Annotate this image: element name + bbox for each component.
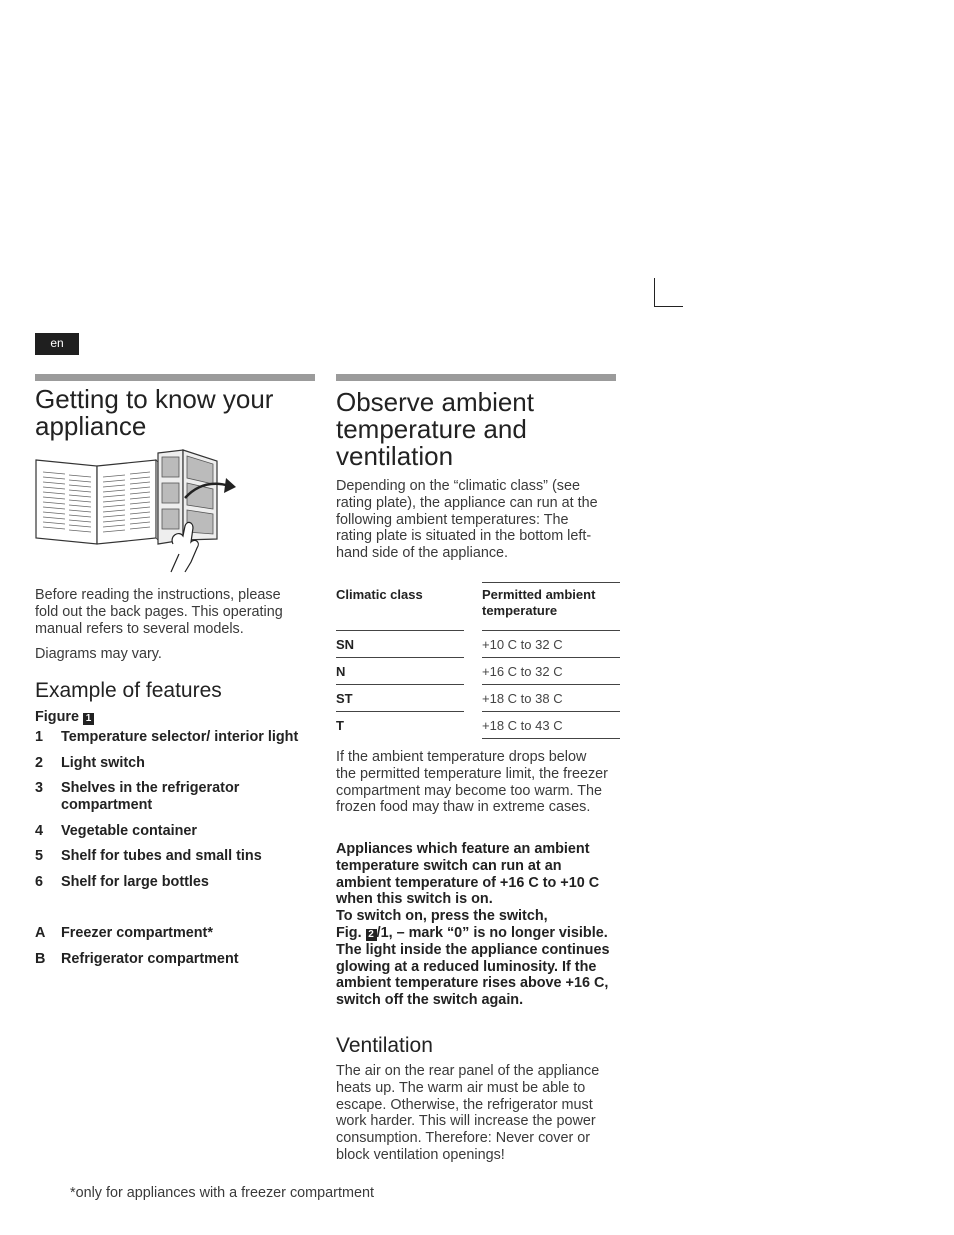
switch-detail-text: /1, – mark “0” is no longer visible. The light inside the appliance continues glowing at a reduced luminosity. If the ambient temperature rises above +16 C, switch off the switch again. [336,924,610,1009]
table-header-permitted-temp: Permitted ambient temperature [482,583,620,631]
table-row [336,658,620,685]
feature-item [35,780,285,814]
ventilation-heading: Ventilation [336,1034,433,1057]
diagrams-note: Diagrams may vary. [35,646,162,662]
feature-label: Shelf for tubes and small tins [61,848,262,864]
feature-label: Vegetable container [61,823,197,839]
figure-number-box: 2 [366,929,377,941]
feature-key: A [35,925,46,941]
fig-label: Fig. [336,924,362,941]
switch-on-text: To switch on, press the switch, [336,908,548,925]
feature-item [35,729,325,746]
table-row [336,712,620,739]
climatic-class-cell: SN [336,631,464,658]
feature-key: 2 [35,755,44,771]
feature-key: 4 [35,823,44,839]
section-rule-right [336,374,616,381]
feature-label: Shelf for large bottles [61,874,209,890]
temperature-range-cell: +16 C to 32 C [482,658,620,685]
feature-key: 5 [35,848,44,864]
ventilation-text: The air on the rear panel of the appliance heats up. The warm air must be able to escape. Otherwise, the refrigerator must work harder. This will increase the power consumption. Therefore: Never cover or block ventilation openings! [336,1063,600,1163]
climatic-class-table [336,582,620,739]
feature-label: Freezer compartment* [61,925,213,941]
temperature-range-cell: +10 C to 32 C [482,631,620,658]
ambient-switch-text: Appliances which feature an ambient temperature switch can run at an ambient temperature of +16 C to +10 C when this switch is on. [336,841,600,908]
feature-key: 1 [35,729,44,745]
feature-item [35,823,325,840]
table-header-climatic-class: Climatic class [336,583,464,631]
feature-label: Shelves in the refrigerator compartment [61,780,240,813]
table-row [336,631,620,658]
climatic-class-cell: ST [336,685,464,712]
section-title-right: Observe ambient temperature and ventilation [336,387,534,471]
feature-item [35,848,325,865]
figure-label: Figure [35,709,79,725]
section-title-left: Getting to know your appliance [35,384,274,441]
feature-key: 3 [35,780,44,796]
figure-number-box: 1 [83,713,94,725]
feature-key: B [35,951,46,967]
feature-item [35,925,325,942]
climatic-class-cell: T [336,717,344,733]
feature-item [35,951,325,968]
temperature-range-cell: +18 C to 38 C [482,685,620,712]
ambient-switch-instructions [336,841,616,1009]
crop-mark [654,278,683,307]
features-list [35,0,325,1000]
table-header-row [336,583,620,631]
features-heading: Example of features [35,679,222,702]
temperature-range-cell: +18 C to 43 C [482,712,620,739]
feature-label: Refrigerator compartment [61,951,239,967]
climatic-class-cell: N [336,658,464,685]
feature-key: 6 [35,874,44,890]
language-badge: en [35,333,79,355]
feature-label: Light switch [61,755,145,771]
table-row [336,685,620,712]
feature-item [35,755,325,772]
temperature-drop-note: If the ambient temperature drops below the permitted temperature limit, the freezer compartment may become too warm. The frozen food may thaw in extreme cases. [336,749,608,816]
feature-label: Temperature selector/ interior light [61,729,299,745]
feature-item [35,874,325,891]
intro-paragraph: Before reading the instructions, please fold out the back pages. This operating manual refers to several models. [35,587,283,637]
climatic-intro: Depending on the “climatic class” (see rating plate), the appliance can run at the following ambient temperatures: The rating plate is situated in the bottom left-hand side of the appliance. [336,478,598,562]
footnote: *only for appliances with a freezer compartment [70,1185,374,1201]
